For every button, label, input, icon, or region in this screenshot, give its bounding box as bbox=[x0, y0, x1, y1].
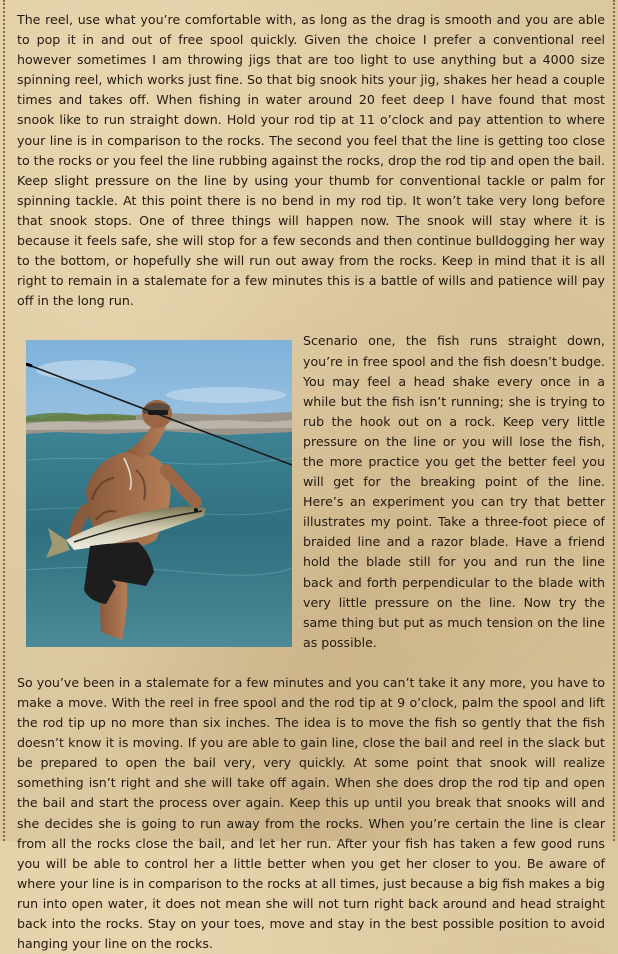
article-body bbox=[17, 10, 605, 954]
page-border-right bbox=[613, 0, 615, 841]
article-paragraph-1: The reel, use what you’re comfortable with, as long as the drag is smooth and you are able to pop it in and out of free spool quickly. Given the choice I prefer a conventional reel however sometimes I am throwing jigs that are too light to use anything but a 4000 size spinning reel, which works just fine. So that big snook hits your jig, shakes her head a couple times and takes off. When fishing in water around 20 feet deep I have found that most snook like to run straight down. Hold your rod tip at 11 o’clock and pay attention to where your line is in comparison to the rocks. The second you feel that the line is getting too close to the rocks or you feel the line rubbing against the rocks, drop the rod tip and open the bail. Keep slight pressure on the line by using your thumb for conventional tackle or palm for spinning tackle. At this point there is no bend in my rod tip. It won’t take very long before that snook stops. One of three things will happen now. The snook will stay where it is because it feels safe, she will stop for a few seconds and then continue bulldogging her way to the bottom, or hopefully she will run out away from the rocks. Keep in mind that it is all right to remain in a stalemate for a few minutes this is a battle of wills and patience will pay off in the long run. bbox=[17, 12, 605, 309]
article-paragraph-2: Scenario one, the fish runs straight down, you’re in free spool and the fish doesn’t budge. You may feel a head shake every once in a while but the fish isn’t running; she is trying to rub the hook out on a rock. Keep very little pressure on the line or you will lose the fish, the more practice you get the better feel you will get for the breaking point of the line. Here’s an experiment you can try that better illustrates my point. Take a three-foot piece of braided line and a razor blade. Have a friend hold the blade still for you and run the line back and forth perpendicular to the blade with very little pressure on the line. Now try the same thing but put as much tension on the line as possible. bbox=[303, 333, 605, 650]
article-paragraph-3: So you’ve been in a stalemate for a few minutes and you can’t take it any more, you have to make a move. With the reel in free spool and the rod tip at 9 o’clock, palm the spool and lift the rod tip up no more than six inches. The idea is to move the fish so gently that the fish doesn’t know it is moving. If you are able to gain line, close the bail and reel in the slack but be prepared to open the bail very, very quickly. At some point that snook will realize something isn’t right and she will take off again. When she does drop the rod tip and open the bail and start the process over again. Keep this up until you break that snooks will and she decides she is going to run away from the rocks. When you’re certain the line is clear from all the rocks close the bail, and let her run. After your fish has taken a few good runs you will be able to control her a little better when you get her closer to you. Be aware of where your line is in comparison to the rocks at all times, just because a big fish makes a big run into open water, it does not mean she will not turn right back around and head straight back into the rocks. Stay on your toes, move and stay in the best possible position to avoid hanging your line on the rocks. bbox=[17, 674, 605, 952]
angler-snook-photo bbox=[26, 340, 292, 647]
page-border-left bbox=[3, 0, 5, 841]
